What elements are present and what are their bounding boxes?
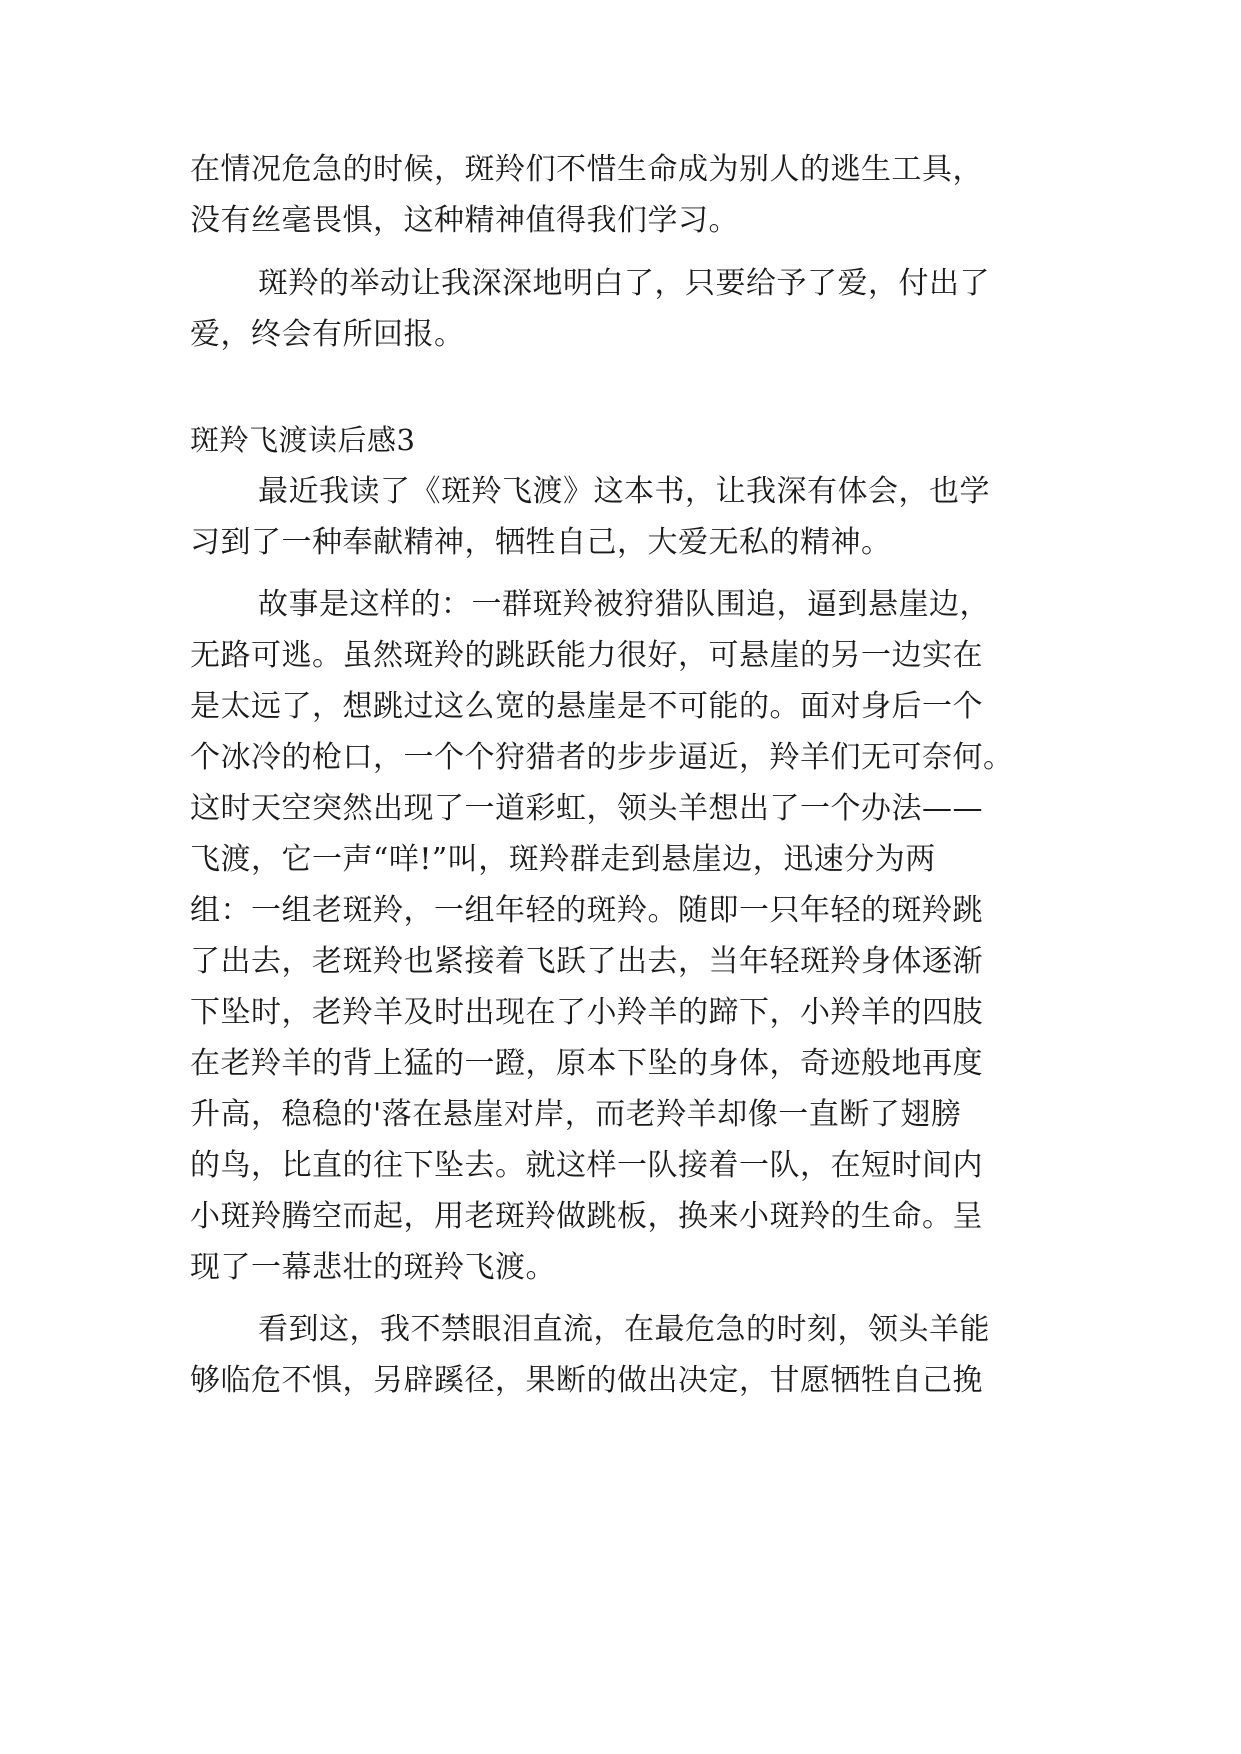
paragraph-line: 现了一幕悲壮的斑羚飞渡。 [190, 1250, 556, 1285]
paragraph-line: 的鸟，比直的往下坠去。就这样一队接着一队，在短时间内 [190, 1148, 983, 1183]
section-title: 斑羚飞渡读后感3 [190, 423, 416, 457]
paragraph-line: 斑羚的举动让我深深地明白了，只要给予了爱，付出了 [258, 266, 990, 301]
paragraph-line: 是太远了，想跳过这么宽的悬崖是不可能的。面对身后一个 [190, 689, 983, 724]
paragraph-line: 看到这，我不禁眼泪直流，在最危急的时刻，领头羊能 [258, 1312, 990, 1347]
paragraph-line: 个冰冷的枪口，一个个狩猎者的步步逼近，羚羊们无可奈何。 [190, 740, 1014, 775]
paragraph-line: 无路可逃。虽然斑羚的跳跃能力很好，可悬崖的另一边实在 [190, 638, 983, 673]
paragraph-line: 小斑羚腾空而起，用老斑羚做跳板，换来小斑羚的生命。呈 [190, 1199, 983, 1234]
paragraph-line: 够临危不惧，另辟蹊径，果断的做出决定，甘愿牺牲自己挽 [190, 1363, 983, 1398]
paragraph-line: 在老羚羊的背上猛的一蹬，原本下坠的身体，奇迹般地再度 [190, 1046, 983, 1081]
paragraph-line: 最近我读了《斑羚飞渡》这本书，让我深有体会，也学 [258, 474, 990, 509]
paragraph-line: 这时天空突然出现了一道彩虹，领头羊想出了一个办法—— [190, 791, 983, 826]
paragraph-line: 了出去，老斑羚也紧接着飞跃了出去，当年轻斑羚身体逐渐 [190, 944, 983, 979]
paragraph-line: 故事是这样的：一群斑羚被狩猎队围追，逼到悬崖边， [258, 587, 990, 622]
paragraph-line: 升高，稳稳的'落在悬崖对岸，而老羚羊却像一直断了翅膀 [190, 1097, 962, 1132]
paragraph-line: 没有丝毫畏惧，这种精神值得我们学习。 [190, 203, 739, 238]
paragraph-line: 在情况危急的时候，斑羚们不惜生命成为别人的逃生工具， [190, 152, 983, 187]
paragraph-line: 习到了一种奉献精神，牺牲自己，大爱无私的精神。 [190, 525, 892, 560]
paragraph-line: 爱，终会有所回报。 [190, 317, 465, 352]
paragraph-line: 组：一组老斑羚，一组年轻的斑羚。随即一只年轻的斑羚跳 [190, 893, 983, 928]
paragraph-line: 飞渡，它一声“咩!”叫，斑羚群走到悬崖边，迅速分为两 [190, 842, 936, 877]
paragraph-line: 下坠时，老羚羊及时出现在了小羚羊的蹄下，小羚羊的四肢 [190, 995, 983, 1030]
